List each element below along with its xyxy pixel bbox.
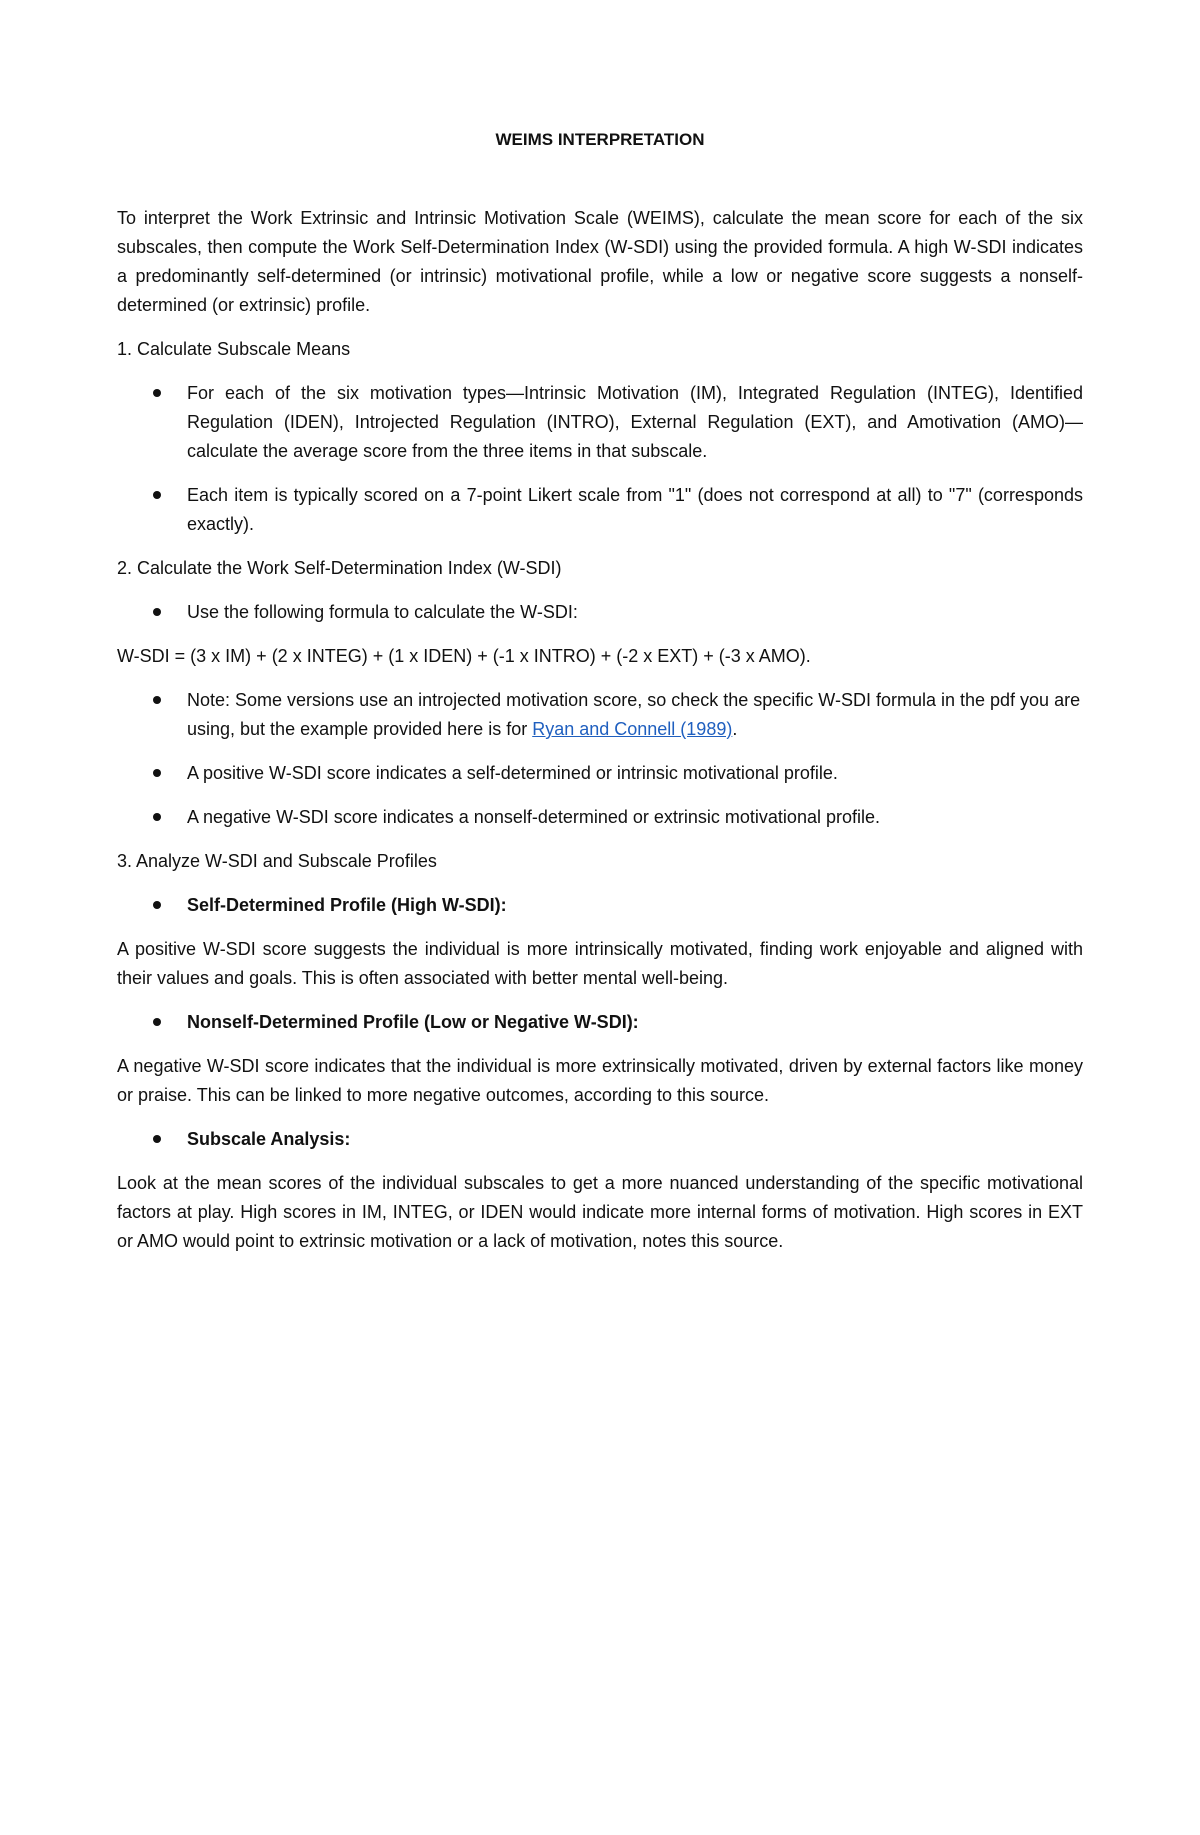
bullet-icon: [153, 1018, 161, 1026]
subscale-text: Look at the mean scores of the individual subscales to get a more nuanced understanding of the specific motivational factors at play. High scores in IM, INTEG, or IDEN would indicate more internal forms of motivation. High scores in EXT or AMO would point to extrinsic motivation or a lack of motivation, notes this source.: [117, 1173, 1083, 1251]
bullet-icon: [153, 769, 161, 777]
page-title: WEIMS INTERPRETATION: [495, 130, 705, 149]
section-heading-3: 3. Analyze W-SDI and Subscale Profiles: [117, 851, 437, 871]
list-item: [117, 803, 1083, 832]
section-heading-1: 1. Calculate Subscale Means: [117, 339, 351, 359]
section-3-list-high: [117, 891, 1083, 920]
bullet-icon: [153, 901, 161, 909]
subscale-label: Subscale Analysis:: [187, 1129, 351, 1149]
bullet-icon: [153, 696, 161, 704]
citation-link[interactable]: Ryan and Connell (1989): [532, 719, 733, 739]
list-item-text: A negative W-SDI score indicates a nonself-determined or extrinsic motivational profile.: [187, 807, 880, 827]
list-item: [117, 379, 1083, 466]
section-2-list-a: [117, 598, 1083, 627]
bullet-icon: [153, 608, 161, 616]
section-2-list-b: [117, 686, 1083, 832]
list-item: [117, 1008, 1083, 1037]
note-suffix: .: [732, 719, 738, 739]
list-item-text: Use the following formula to calculate the W-SDI:: [187, 602, 578, 622]
bullet-icon: [153, 1135, 161, 1143]
list-item: [117, 1125, 1083, 1154]
list-item: [117, 481, 1083, 539]
section-heading-2: 2. Calculate the Work Self-Determination Index (W-SDI): [117, 558, 562, 578]
list-item-text: A positive W-SDI score indicates a self-determined or intrinsic motivational profile.: [187, 763, 838, 783]
list-item-text: For each of the six motivation types—Intrinsic Motivation (IM), Integrated Regulation (INTEG), Identified Regulation (IDEN), Introjected Regulation (INTRO), External Regulation (EXT), and Amotivation (AMO)—calculate the average score from the three items in that subscale.: [187, 383, 1083, 461]
list-item: [117, 686, 1083, 744]
wsdi-formula: W-SDI = (3 x IM) + (2 x INTEG) + (1 x IDEN) + (-1 x INTRO) + (-2 x EXT) + (-3 x AMO).: [117, 646, 811, 666]
section-1-list: [117, 379, 1083, 539]
profile-label-high: Self-Determined Profile (High W-SDI):: [187, 895, 507, 915]
list-item: [117, 759, 1083, 788]
list-item-text: Each item is typically scored on a 7-point Likert scale from "1" (does not correspond at all) to "7" (corresponds exactly).: [187, 485, 1083, 534]
document-page: [117, 128, 1083, 1271]
section-3-list-low: [117, 1008, 1083, 1037]
bullet-icon: [153, 389, 161, 397]
note-text: Note: Some versions use an introjected motivation score, so check the specific W-SDI formula in the pdf you are using, but the example provided here is for: [187, 690, 1081, 739]
bullet-icon: [153, 491, 161, 499]
intro-paragraph: To interpret the Work Extrinsic and Intrinsic Motivation Scale (WEIMS), calculate the mean score for each of the six subscales, then compute the Work Self-Determination Index (W-SDI) using the provided formula. A high W-SDI indicates a predominantly self-determined (or intrinsic) motivational profile, while a low or negative score suggests a nonself-determined (or extrinsic) profile.: [117, 208, 1083, 315]
list-item: [117, 598, 1083, 627]
profile-text-high: A positive W-SDI score suggests the individual is more intrinsically motivated, finding work enjoyable and aligned with their values and goals. This is often associated with better mental well-being.: [117, 939, 1083, 988]
profile-label-low: Nonself-Determined Profile (Low or Negative W-SDI):: [187, 1012, 639, 1032]
section-3-list-subscale: [117, 1125, 1083, 1154]
list-item: [117, 891, 1083, 920]
profile-text-low: A negative W-SDI score indicates that the individual is more extrinsically motivated, driven by external factors like money or praise. This can be linked to more negative outcomes, according to this source.: [117, 1056, 1083, 1105]
bullet-icon: [153, 813, 161, 821]
